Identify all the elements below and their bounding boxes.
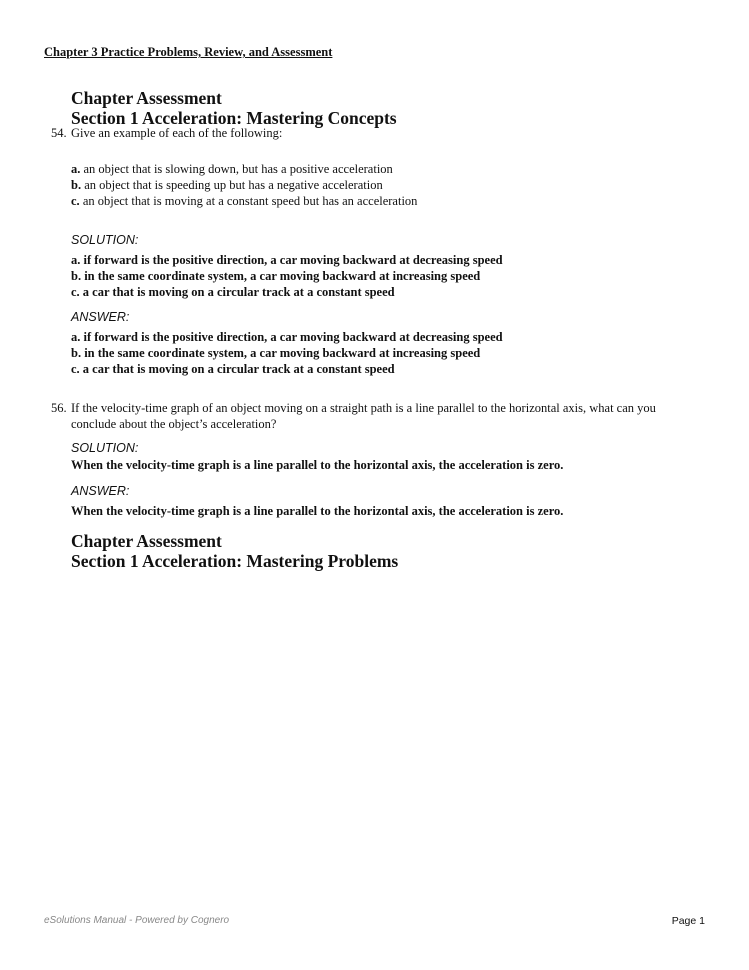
item-letter: c. <box>71 194 80 208</box>
question-item <box>71 193 417 209</box>
item-text: an object that is slowing down, but has a positive acceleration <box>80 162 393 176</box>
question-prompt: If the velocity-time graph of an object moving on a straight path is a line parallel to the horizontal axis, what can you <box>71 401 656 415</box>
question-item <box>71 177 383 193</box>
section-title: Chapter Assessment <box>71 531 222 551</box>
solution-label: SOLUTION: <box>71 441 139 455</box>
answer-label: ANSWER: <box>71 484 130 498</box>
page-number: Page 1 <box>671 915 705 927</box>
item-letter: a. <box>71 162 81 176</box>
document-header: Chapter 3 Practice Problems, Review, and Assessment <box>44 45 333 59</box>
question-number: 56. <box>51 401 67 415</box>
solution-line: a. if forward is the positive direction, a car moving backward at decreasing speed <box>71 253 503 267</box>
answer-label: ANSWER: <box>71 310 130 324</box>
question-prompt: Give an example of each of the following: <box>71 126 283 140</box>
question-number: 54. <box>51 126 67 140</box>
section-title: Chapter Assessment <box>71 88 222 108</box>
answer-line: b. in the same coordinate system, a car moving backward at increasing speed <box>71 346 481 360</box>
item-letter: b. <box>71 178 82 192</box>
solution-line: c. a car that is moving on a circular track at a constant speed <box>71 285 395 299</box>
solution-line: b. in the same coordinate system, a car moving backward at increasing speed <box>71 269 481 283</box>
section-subtitle: Section 1 Acceleration: Mastering Concepts <box>71 108 397 128</box>
question-item <box>71 161 393 177</box>
footer-credit: eSolutions Manual - Powered by Cognero <box>44 915 230 926</box>
answer-line: When the velocity-time graph is a line parallel to the horizontal axis, the acceleration is zero. <box>71 504 564 518</box>
item-text: an object that is moving at a constant speed but has an acceleration <box>79 194 418 208</box>
section-subtitle: Section 1 Acceleration: Mastering Problems <box>71 551 399 571</box>
item-text: an object that is speeding up but has a negative acceleration <box>81 178 383 192</box>
solution-line: When the velocity-time graph is a line parallel to the horizontal axis, the acceleration is zero. <box>71 458 564 472</box>
solution-label: SOLUTION: <box>71 233 139 247</box>
answer-line: a. if forward is the positive direction, a car moving backward at decreasing speed <box>71 330 503 344</box>
answer-line: c. a car that is moving on a circular track at a constant speed <box>71 362 395 376</box>
question-prompt: conclude about the object’s acceleration? <box>71 417 277 431</box>
